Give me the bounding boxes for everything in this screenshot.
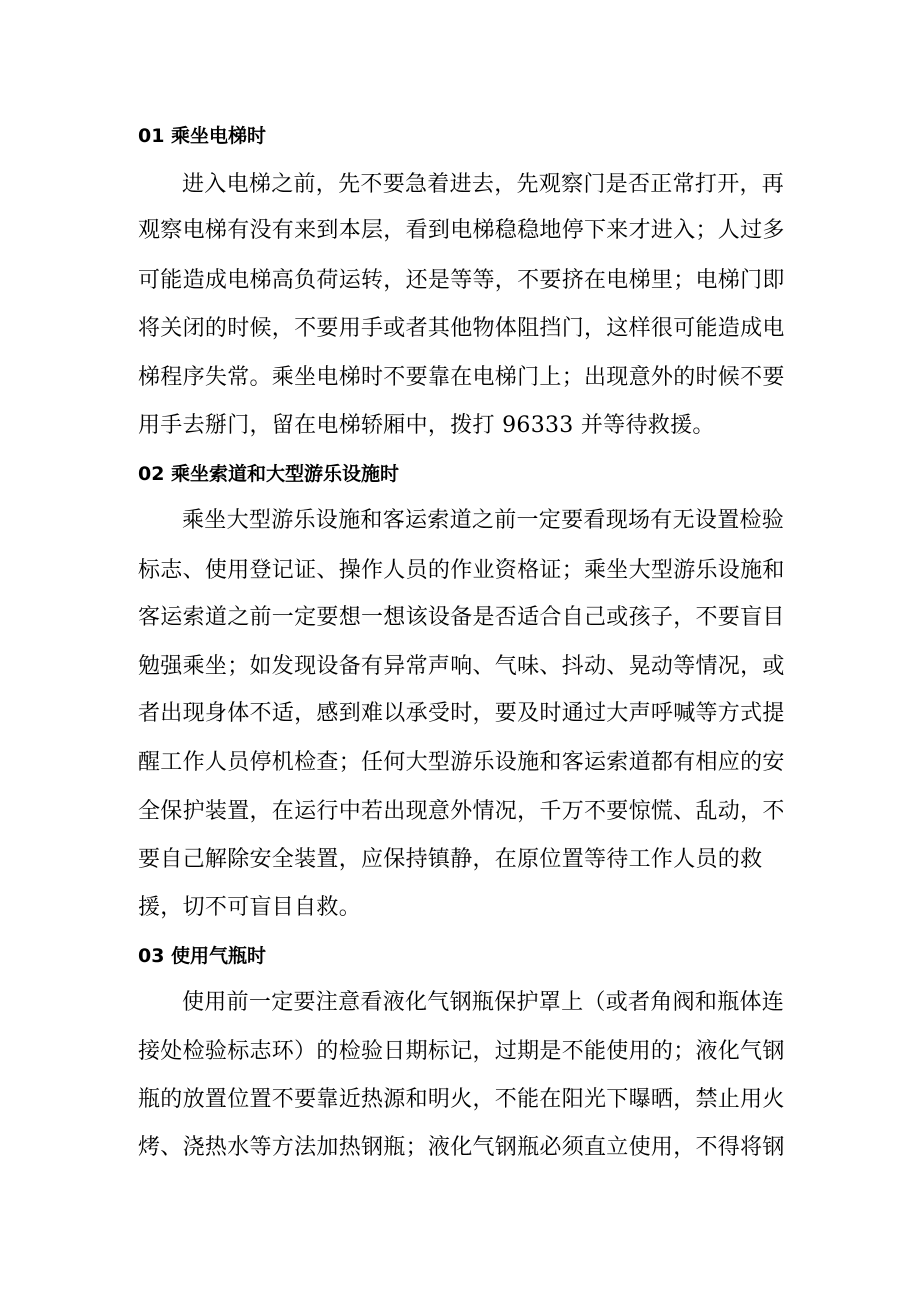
paragraph-line: 梯程序失常。乘坐电梯时不要靠在电梯门上；出现意外的时候不要 xyxy=(138,365,785,390)
paragraph-line: 接处检验标志环）的检验日期标记，过期是不能使用的；液化气钢 xyxy=(138,1039,785,1064)
paragraph-line: 将关闭的时候，不要用手或者其他物体阻挡门，这样很可能造成电 xyxy=(138,316,785,341)
paragraph-line: 瓶的放置位置不要靠近热源和明火，不能在阳光下曝晒，禁止用火 xyxy=(138,1087,785,1112)
paragraph-line: 用手去掰门，留在电梯轿厢中，拨打 96333 并等待救援。 xyxy=(138,413,715,438)
section-heading-elevator: 01 乘坐电梯时 xyxy=(138,125,267,147)
paragraph-line: 勉强乘坐；如发现设备有异常声响、气味、抖动、晃动等情况，或 xyxy=(138,654,785,679)
paragraph-line: 观察电梯有没有来到本层，看到电梯稳稳地停下来才进入；人过多 xyxy=(138,218,785,243)
paragraph-line: 标志、使用登记证、操作人员的作业资格证；乘坐大型游乐设施和 xyxy=(138,558,785,583)
paragraph-line: 可能造成电梯高负荷运转，还是等等，不要挤在电梯里；电梯门即 xyxy=(138,268,785,293)
paragraph-line: 要自己解除安全装置，应保持镇静，在原位置等待工作人员的救 xyxy=(138,847,763,872)
paragraph-line: 进入电梯之前，先不要急着进去，先观察门是否正常打开，再 xyxy=(182,172,785,197)
paragraph-line: 使用前一定要注意看液化气钢瓶保护罩上（或者角阀和瓶体连 xyxy=(182,990,785,1015)
section-heading-ropeway: 02 乘坐索道和大型游乐设施时 xyxy=(138,463,400,485)
paragraph-line: 烤、浇热水等方法加热钢瓶；液化气钢瓶必须直立使用，不得将钢 xyxy=(138,1135,785,1160)
paragraph-line: 客运索道之前一定要想一想该设备是否适合自己或孩子，不要盲目 xyxy=(138,605,785,630)
paragraph-line: 乘坐大型游乐设施和客运索道之前一定要看现场有无设置检验 xyxy=(182,508,785,533)
paragraph-line: 者出现身体不适，感到难以承受时，要及时通过大声呼喊等方式提 xyxy=(138,701,785,726)
section-heading-gas-cylinder: 03 使用气瓶时 xyxy=(138,945,267,967)
paragraph-line: 援，切不可盲目自救。 xyxy=(138,895,362,920)
paragraph-line: 醒工作人员停机检查；任何大型游乐设施和客运索道都有相应的安 xyxy=(138,750,785,775)
paragraph-line: 全保护装置，在运行中若出现意外情况，千万不要惊慌、乱动，不 xyxy=(138,799,785,824)
